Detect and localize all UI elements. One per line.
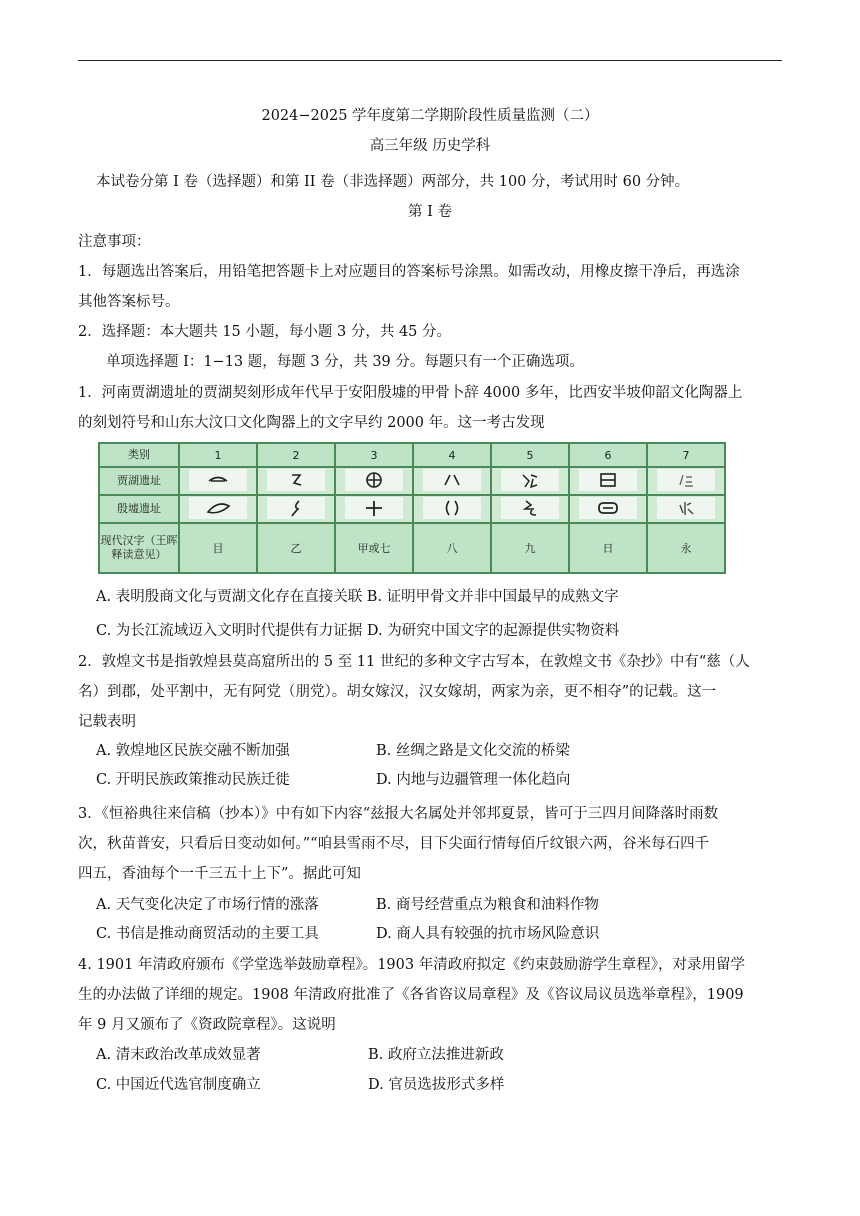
note-2: 2．选择题：本大题共 15 小题，每小题 3 分，共 45 分。	[78, 324, 452, 340]
table-header-cell: 5	[491, 443, 569, 467]
table-header-cell: 6	[569, 443, 647, 467]
q3-option-a: A. 天气变化决定了市场行情的涨落	[96, 897, 319, 913]
row-label-jiahu: 贾湖遗址	[99, 467, 179, 495]
jiahu-glyph-7	[657, 469, 715, 491]
yinxu-glyph-4	[423, 497, 481, 519]
q3-option-b: B. 商号经营重点为粮食和油料作物	[376, 897, 599, 913]
yinxu-glyph-5	[501, 497, 559, 519]
q4-stem-line-2: 生的办法做了详细的规定。1908 年清政府批准了《各省咨议局章程》及《咨议局议员选举章程》，1909	[78, 987, 744, 1003]
table-header-cell: 3	[335, 443, 413, 467]
q2-stem-line-3: 记载表明	[78, 714, 136, 730]
table-header-cell: 类别	[99, 443, 179, 467]
exam-title: 2024−2025 学年度第二学期阶段性质量监测（二）	[261, 108, 599, 124]
q3-option-c: C. 书信是推动商贸活动的主要工具	[96, 926, 319, 942]
q3-option-d: D. 商人具有较强的抗市场风险意识	[376, 926, 600, 942]
table-header-cell: 7	[647, 443, 725, 467]
q4-stem-line-3: 年 9 月又颁布了《资政院章程》。这说明	[78, 1017, 336, 1033]
table-header-cell: 1	[179, 443, 257, 467]
row-label-yinxu: 殷墟遗址	[99, 495, 179, 523]
notes-heading: 注意事项：	[78, 234, 151, 250]
jiahu-glyph-3	[345, 469, 403, 491]
modern-char-cell: 目	[179, 523, 257, 573]
yinxu-glyph-6	[579, 497, 637, 519]
jiahu-glyph-6	[579, 469, 637, 491]
q1-stem-line-1: 1．河南贾湖遗址的贾湖契刻形成年代早于安阳殷墟的甲骨卜辞 4000 多年，比西安半坡仰韶文化陶器上	[78, 385, 743, 401]
modern-char-cell: 九	[491, 523, 569, 573]
part-title: 第 I 卷	[408, 204, 452, 220]
q1-options-cd: C. 为长江流域迈入文明时代提供有力证据 D. 为研究中国文字的起源提供实物资料	[96, 623, 620, 639]
modern-char-cell: 八	[413, 523, 491, 573]
modern-char-cell: 乙	[257, 523, 335, 573]
modern-char-cell: 甲或七	[335, 523, 413, 573]
q2-stem-line-2: 名）到郡，处平割中，无有阿党（朋党）。胡女嫁汉，汉女嫁胡，两家为亲，更不相夺”的记载。这一	[78, 684, 717, 700]
q1-stem-line-2: 的刻划符号和山东大汶口文化陶器上的文字早约 2000 年。这一考古发现	[78, 415, 545, 431]
note-1-line-1: 1．每题选出答案后，用铅笔把答题卡上对应题目的答案标号涂黑。如需改动，用橡皮擦干净后，再选涂	[78, 264, 740, 280]
q4-option-d: D. 官员选拔形式多样	[368, 1077, 505, 1093]
q2-option-c: C. 开明民族政策推动民族迁徙	[96, 772, 290, 788]
jiahu-glyph-4	[423, 469, 481, 491]
q4-option-b: B. 政府立法推进新政	[368, 1047, 504, 1063]
q3-stem-line-1: 3．《恒裕典往来信稿（抄本）》中有如下内容“兹报大名属处并邻邦夏景，皆可于三四月间降落时雨数	[78, 806, 719, 822]
exam-intro: 本试卷分第 I 卷（选择题）和第 II 卷（非选择题）两部分，共 100 分，考试用时 60 分钟。	[96, 174, 690, 190]
note-2-sub: 单项选择题 I：1−13 题，每题 3 分，共 39 分。每题只有一个正确选项。	[106, 354, 584, 370]
q4-stem-line-1: 4. 1901 年清政府颁布《学堂选举鼓励章程》。1903 年清政府拟定《约束鼓励游学生章程》，对录用留学	[78, 957, 745, 973]
jiahu-glyph-1	[189, 469, 247, 491]
modern-char-cell: 永	[647, 523, 725, 573]
yinxu-glyph-3	[345, 497, 403, 519]
yinxu-glyph-1	[189, 497, 247, 519]
note-1-line-2: 其他答案标号。	[78, 294, 180, 310]
table-header-cell: 4	[413, 443, 491, 467]
exam-subtitle: 高三年级 历史学科	[369, 138, 491, 154]
q2-option-d: D. 内地与边疆管理一体化趋向	[376, 772, 571, 788]
q4-option-c: C. 中国近代选官制度确立	[96, 1077, 261, 1093]
row-label-modern: 现代汉字（王晖释读意见）	[99, 523, 179, 573]
q2-option-b: B. 丝绸之路是文化交流的桥梁	[376, 743, 570, 759]
q1-options-ab: A. 表明殷商文化与贾湖文化存在直接关联 B. 证明甲骨文并非中国最早的成熟文字	[96, 589, 619, 605]
yinxu-glyph-7	[657, 497, 715, 519]
header-rule	[78, 60, 782, 61]
table-header-cell: 2	[257, 443, 335, 467]
modern-char-cell: 日	[569, 523, 647, 573]
jiahu-glyph-5	[501, 469, 559, 491]
q4-option-a: A. 清末政治改革成效显著	[96, 1047, 261, 1063]
q3-stem-line-3: 四五，香油每个一千三五十上下”。据此可知	[78, 866, 361, 882]
q3-stem-line-2: 次，秋苗普安，只看后日变动如何。”“咱县雪雨不尽，目下尖面行情每佰斤纹银六两，谷米每石四千	[78, 836, 710, 852]
jiahu-glyph-2	[267, 469, 325, 491]
q2-option-a: A. 敦煌地区民族交融不断加强	[96, 743, 290, 759]
glyph-comparison-table	[98, 442, 726, 574]
yinxu-glyph-2	[267, 497, 325, 519]
q2-stem-line-1: 2．敦煌文书是指敦煌县莫高窟所出的 5 至 11 世纪的多种文字古写本，在敦煌文书《杂抄》中有“慈（人	[78, 654, 750, 670]
